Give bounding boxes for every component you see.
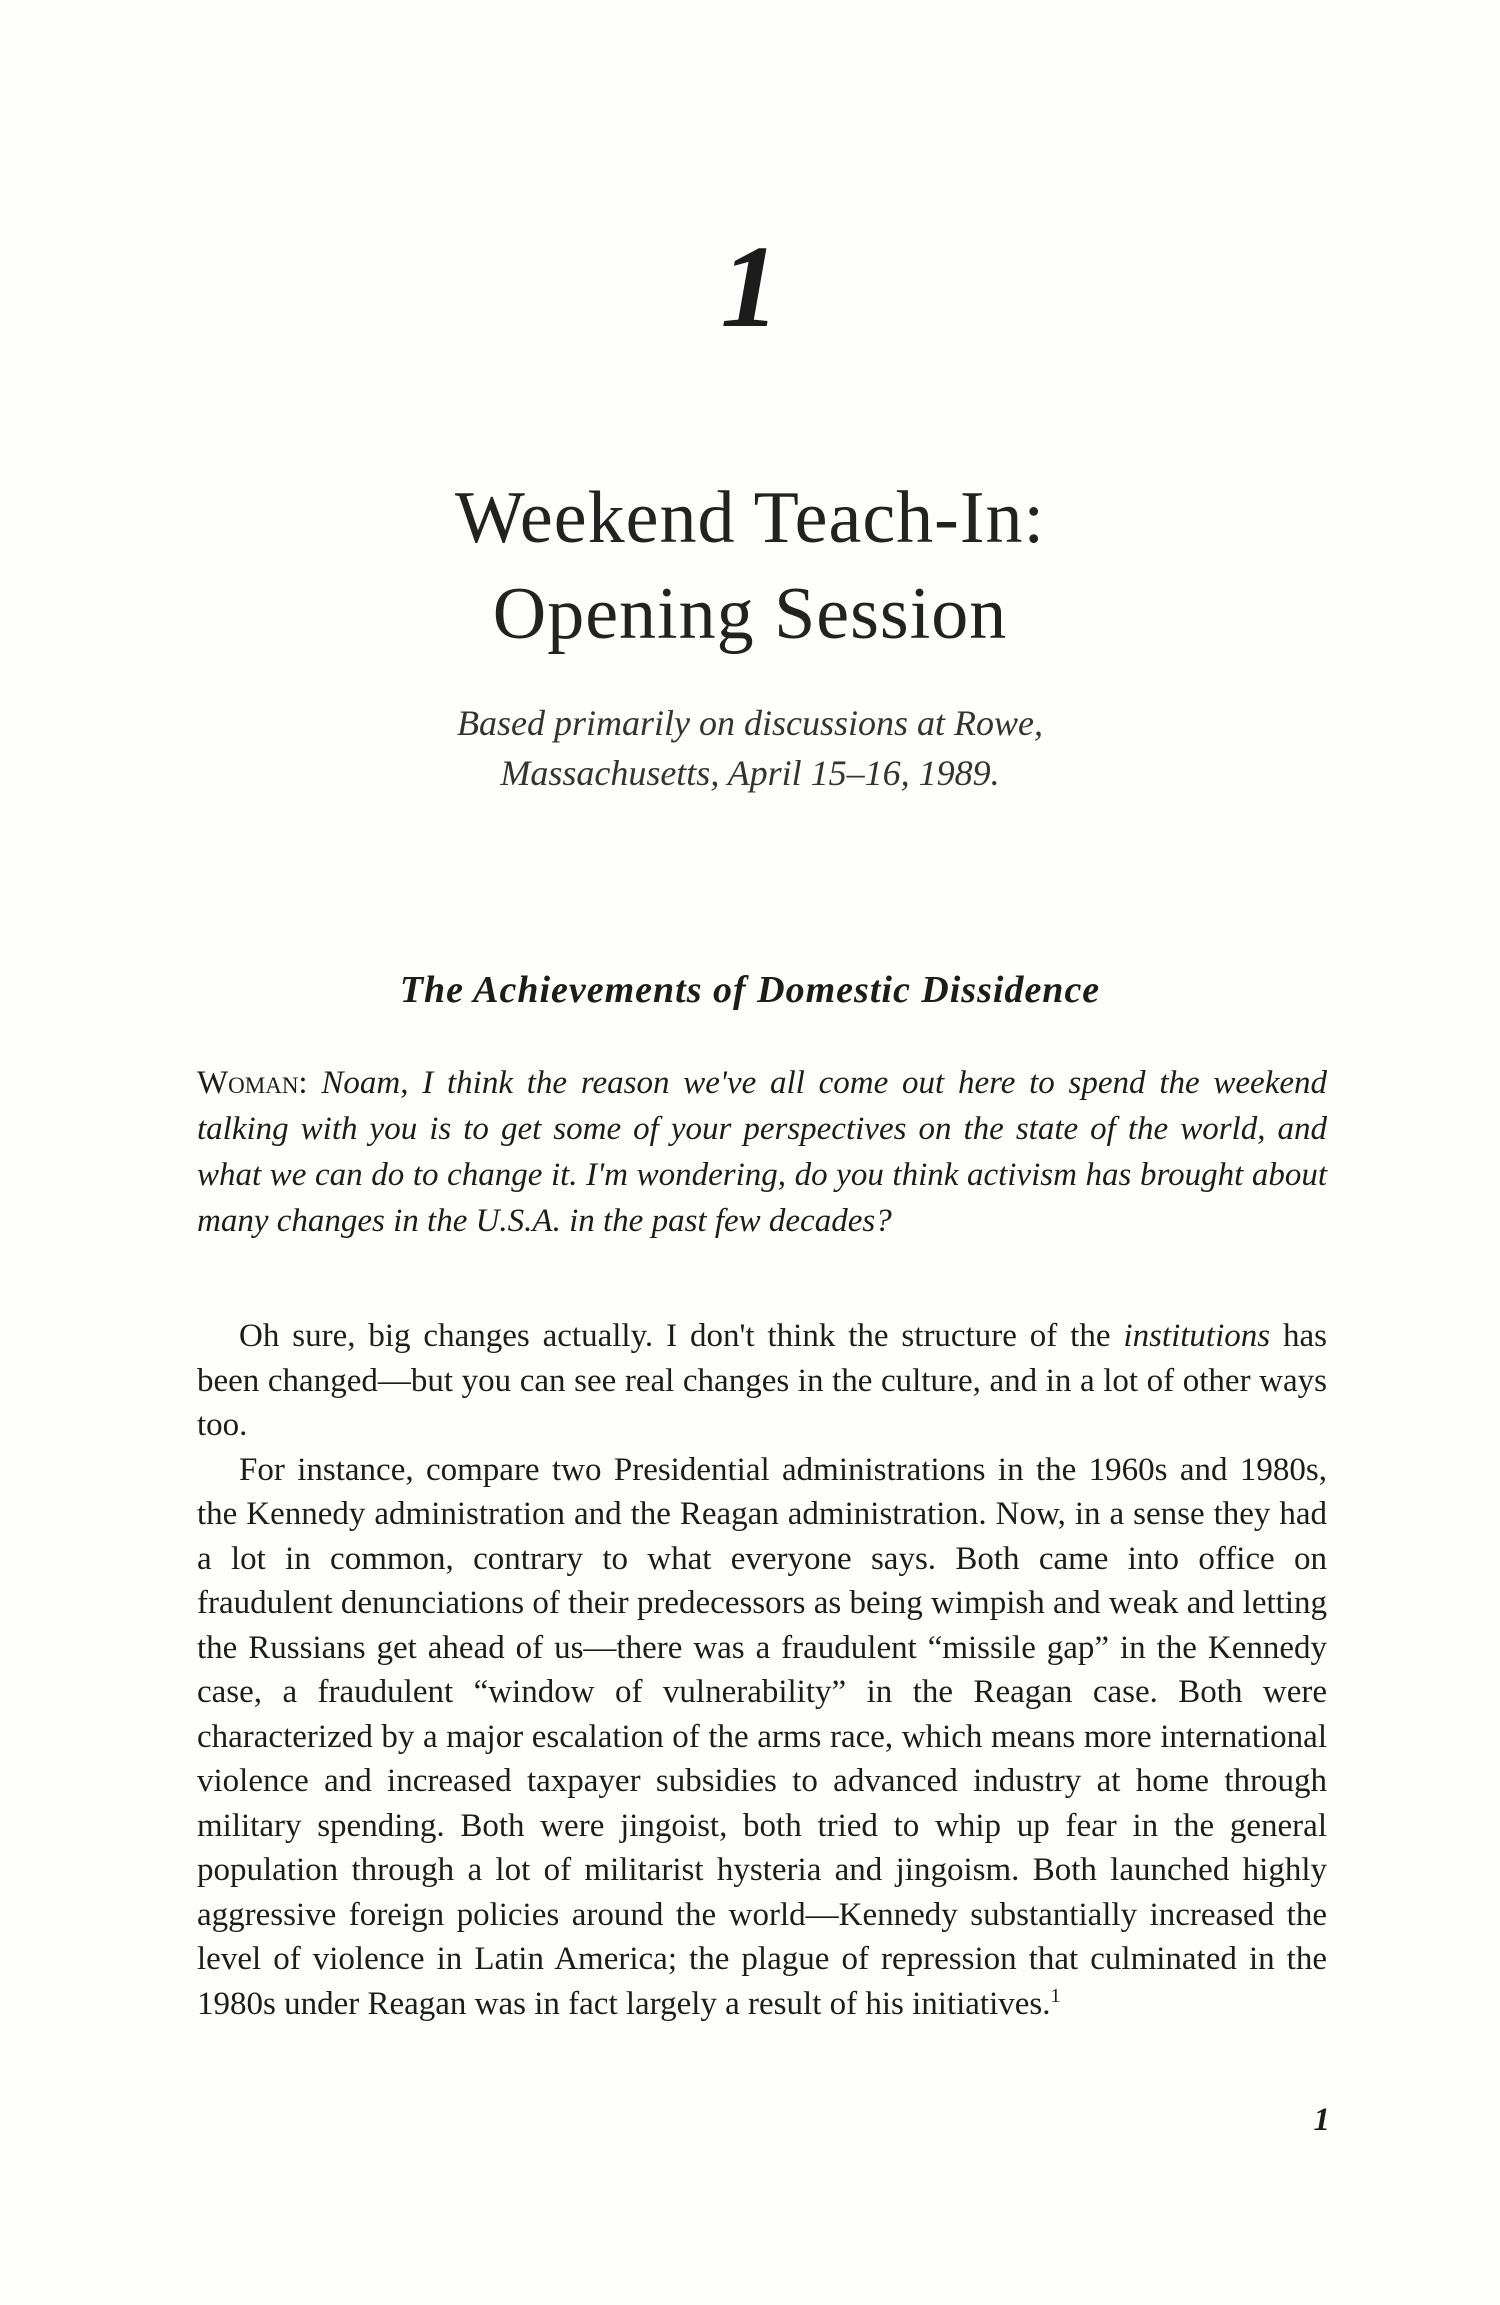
chapter-title-line-1: Weekend Teach-In: [454,477,1046,559]
answer-paragraph-2 [197,1448,1327,2027]
audience-question [197,1060,1327,1244]
question-text: Noam, I think the reason we've all come out here to spend the weekend talking with you is to get some of your perspectives on the state of the world, and what we can do to change it. I'm wondering, do you think activism has brought about many changes in the U.S.A. in the past few decades? [197,1065,1327,1239]
page-number: 1 [1313,2102,1330,2138]
answer-p1-text-end: has been changed—but you can see real changes in the culture, and in a lot of other ways too. [197,1318,1328,1443]
question-speaker: Woman: [197,1065,308,1101]
section-heading: The Achievements of Domestic Dissidence [399,969,1101,1011]
chapter-subtitle-line-1: Based primarily on discussions at Rowe, [457,703,1043,743]
chapter-number: 1 [720,221,780,352]
answer-p2-text: For instance, compare two Presidential administrations in the 1960s and 1980s, the Kennedy administration and the Reagan administration. Now, in a sense they had a lot in common, contrary to what everyone says. Both came into office on fraudulent denunciations of their predecessors as being wimpish and weak and letting the Russians get ahead of us—there was a fraudulent “missile gap” in the Kennedy case, a fraudulent “window of vulnerability” in the Reagan case. Both were characterized by a major escalation of the arms race, which means more international violence and increased taxpayer subsidies to advanced industry at home through military spending. Both were jingoist, both tried to whip up fear in the general population through a lot of militarist hysteria and jingoism. Both launched highly aggressive foreign policies around the world—Kennedy substantially increased the level of violence in Latin America; the plague of repression that culminated in the 1980s under Reagan was in fact largely a result of his initiatives. [197,1451,1327,2022]
answer-p1-text-start: Oh sure, big changes actually. I don't think the structure of the [239,1318,1124,1354]
chapter-subtitle-line-2: Massachusetts, April 15–16, 1989. [500,753,1000,793]
answer-p1-emphasis: institutions [1123,1318,1271,1354]
answer-body [197,1314,1327,2026]
chapter-subtitle [0,698,1500,798]
chapter-title-line-2: Opening Session [492,573,1008,655]
answer-paragraph-1 [197,1314,1327,1448]
chapter-title [0,470,1500,662]
footnote-reference[interactable]: 1 [1050,1984,1061,2007]
